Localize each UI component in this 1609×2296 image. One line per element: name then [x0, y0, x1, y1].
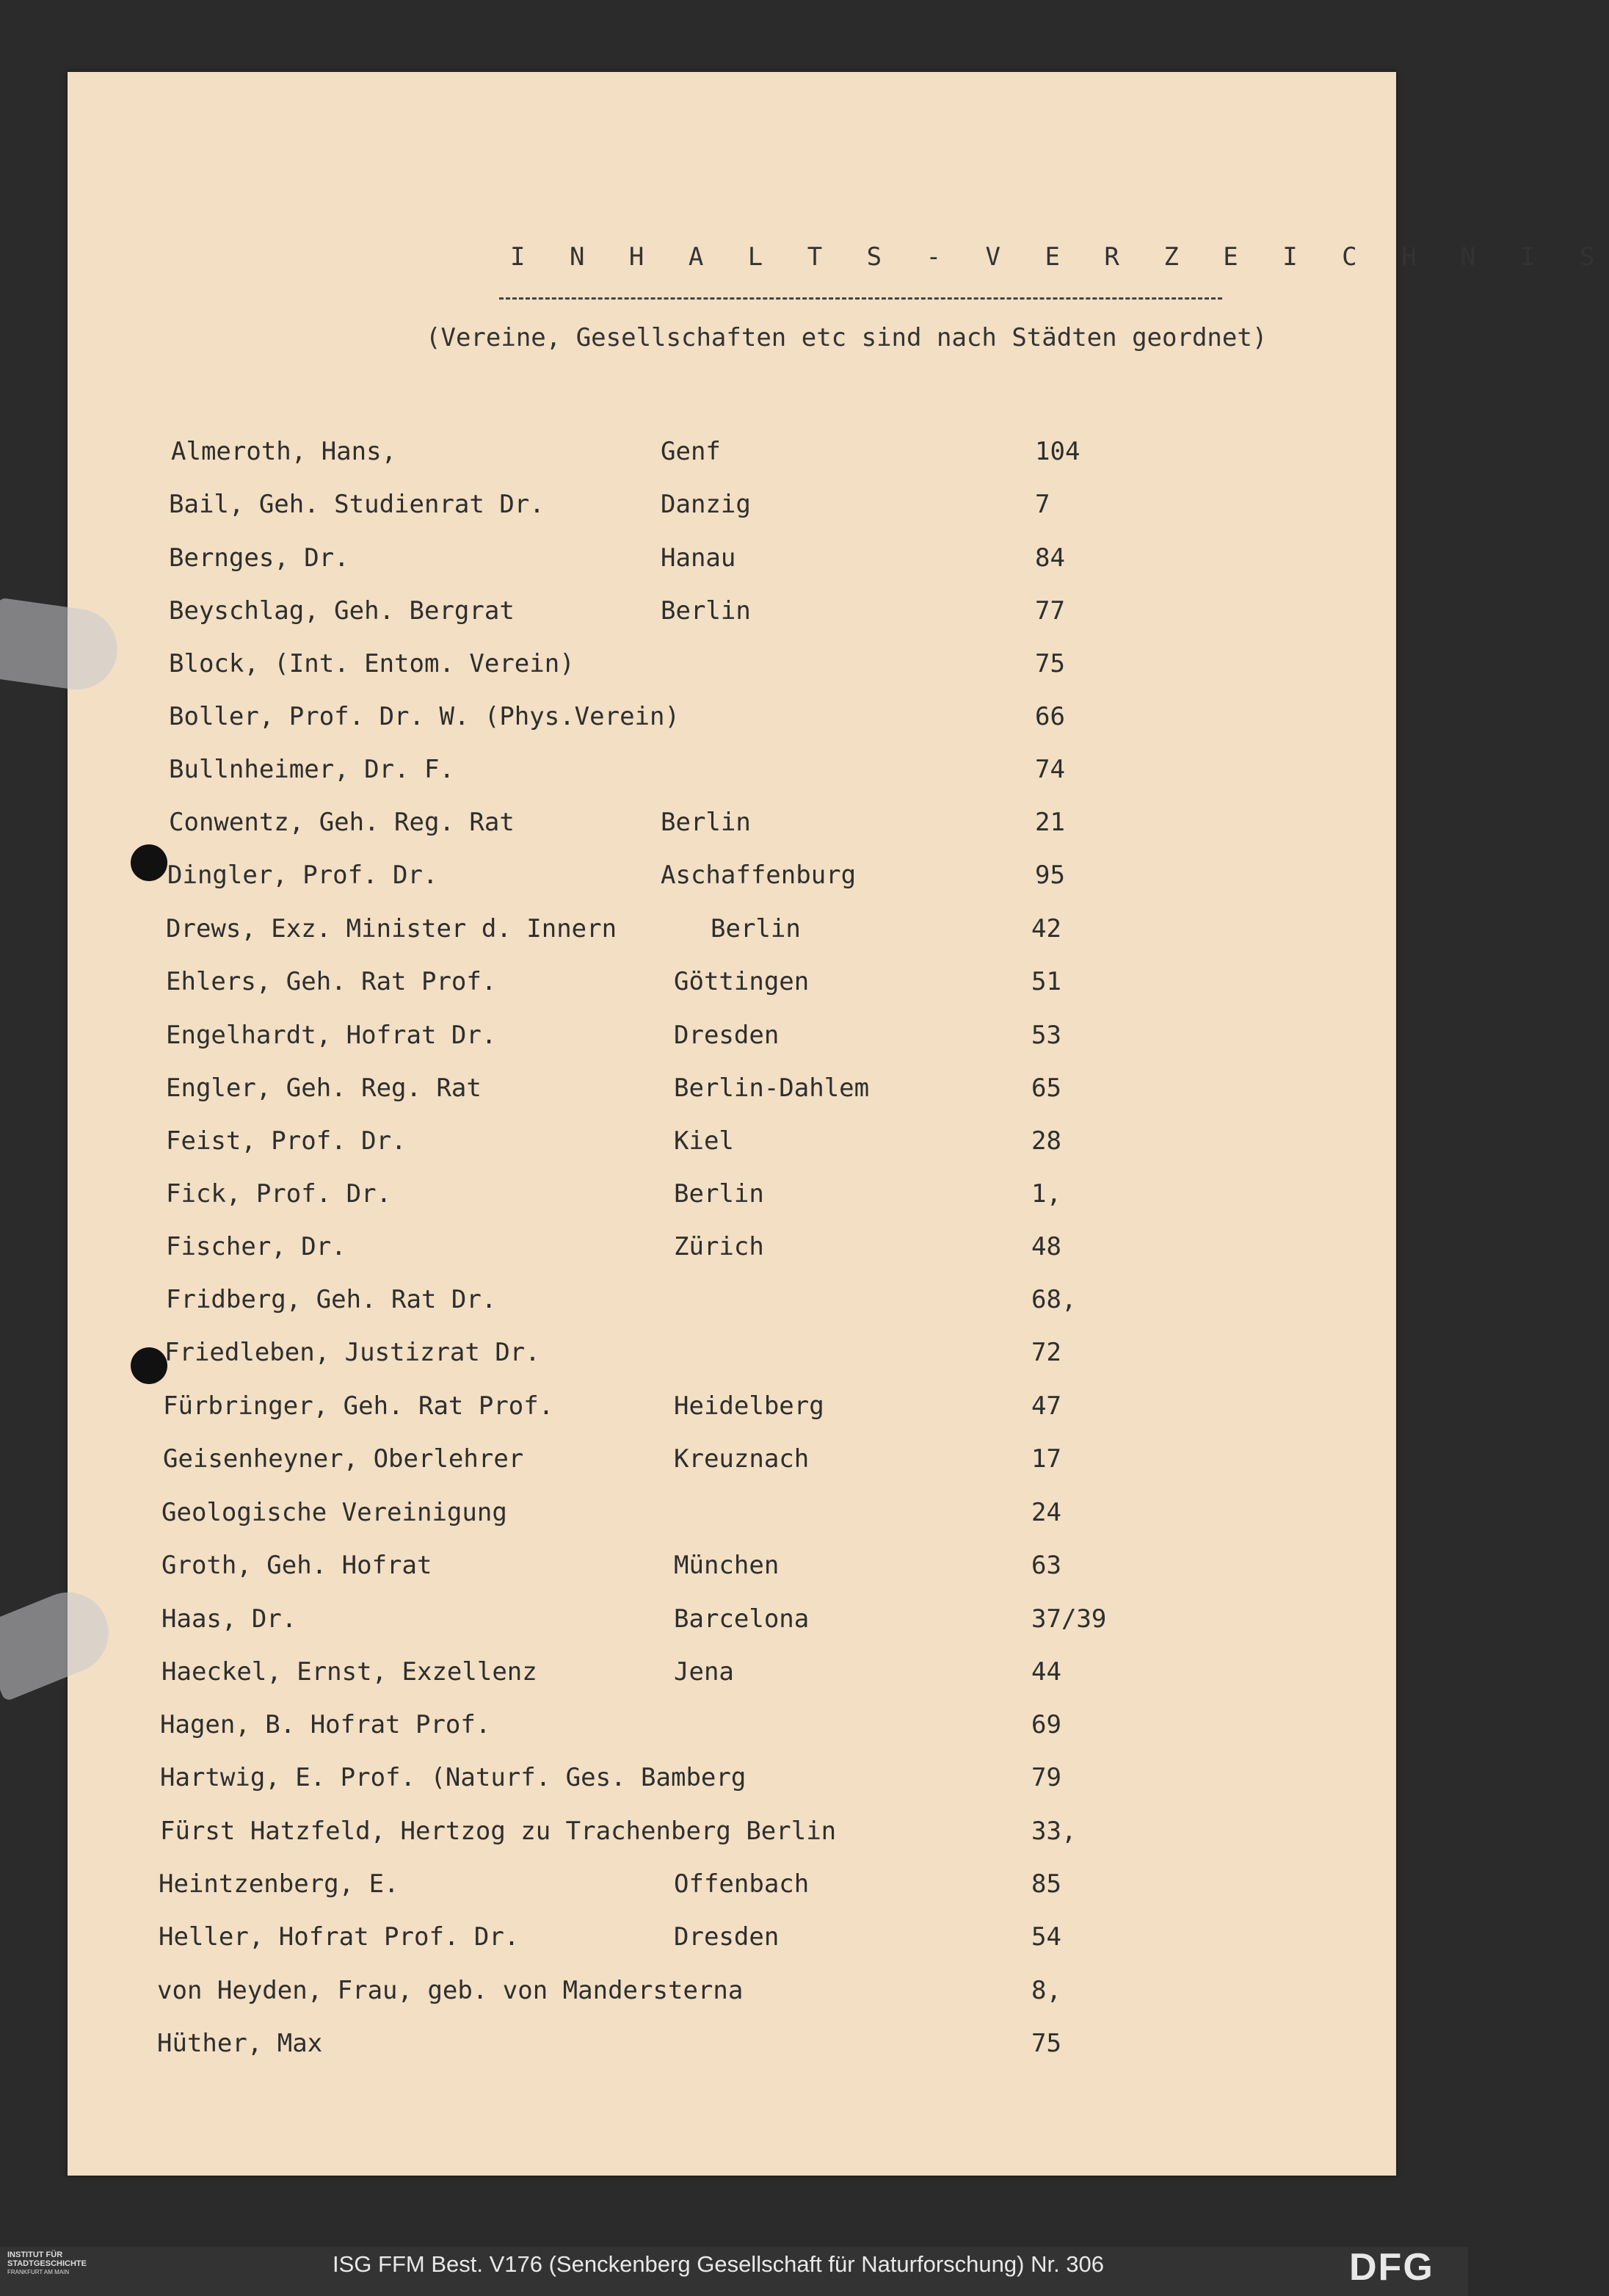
entry-page: 77	[1035, 596, 1065, 626]
entry-name: Fürbringer, Geh. Rat Prof.	[163, 1391, 554, 1421]
document-heading: I N H A L T S - V E R Z E I C H N I S	[510, 242, 1609, 272]
entry-city: Barcelona	[674, 1604, 810, 1634]
entry-city: Genf	[661, 437, 721, 466]
dfg-logo: DFG	[1349, 2246, 1434, 2289]
entry-name: Beyschlag, Geh. Bergrat	[169, 596, 515, 626]
entry-page: 48	[1031, 1232, 1061, 1261]
entry-page: 24	[1031, 1498, 1061, 1527]
entry-name: Hüther, Max	[157, 2029, 323, 2058]
entry-name: Groth, Geh. Hofrat	[161, 1551, 432, 1580]
entry-name: Conwentz, Geh. Reg. Rat	[169, 808, 515, 837]
entry-city: Kreuznach	[674, 1444, 810, 1474]
entry-page: 17	[1031, 1444, 1061, 1474]
institute-line-1: INSTITUT FÜR	[7, 2250, 63, 2259]
entry-page: 33,	[1031, 1817, 1077, 1846]
entry-name: Friedleben, Justizrat Dr.	[164, 1338, 540, 1367]
entry-page: 1,	[1031, 1179, 1061, 1209]
entry-page: 47	[1031, 1391, 1061, 1421]
document-subtitle: (Vereine, Gesellschaften etc sind nach Städten geordnet)	[426, 323, 1268, 352]
entry-name: Geologische Vereinigung	[161, 1498, 507, 1527]
entry-page: 79	[1031, 1763, 1061, 1792]
entry-name: Almeroth, Hans,	[171, 437, 397, 466]
entry-page: 37/39	[1031, 1604, 1107, 1634]
entry-page: 85	[1031, 1869, 1061, 1899]
institute-line-2: STADTGESCHICHTE	[7, 2259, 87, 2268]
document-page	[68, 72, 1396, 2176]
entry-name: Hagen, B. Hofrat Prof.	[160, 1710, 491, 1739]
entry-page: 84	[1035, 543, 1065, 573]
entry-city: Hanau	[661, 543, 736, 573]
entry-city: Berlin-Dahlem	[674, 1073, 870, 1103]
entry-name: Heintzenberg, E.	[159, 1869, 399, 1899]
entry-page: 63	[1031, 1551, 1061, 1580]
entry-city: Aschaffenburg	[661, 861, 857, 890]
entry-name: Feist, Prof. Dr.	[166, 1126, 407, 1156]
entry-name: Engler, Geh. Reg. Rat	[166, 1073, 482, 1103]
entry-page: 69	[1031, 1710, 1061, 1739]
entry-name: Heller, Hofrat Prof. Dr.	[159, 1922, 520, 1952]
entry-city: Dresden	[674, 1021, 780, 1050]
archive-caption: ISG FFM Best. V176 (Senckenberg Gesellschaft für Naturforschung) Nr. 306	[333, 2251, 1105, 2277]
entry-page: 7	[1035, 490, 1050, 519]
entry-name: Bail, Geh. Studienrat Dr.	[169, 490, 545, 519]
entry-page: 95	[1035, 861, 1065, 890]
entry-name: Haas, Dr.	[161, 1604, 297, 1634]
entry-name: Fridberg, Geh. Rat Dr.	[166, 1285, 497, 1314]
entry-page: 75	[1031, 2029, 1061, 2058]
entry-page: 104	[1035, 437, 1080, 466]
entry-name: Hartwig, E. Prof. (Naturf. Ges. Bamberg	[160, 1763, 747, 1792]
entry-page: 53	[1031, 1021, 1061, 1050]
entry-city: Berlin	[674, 1179, 764, 1209]
entry-city: Offenbach	[674, 1869, 810, 1899]
entry-page: 42	[1031, 914, 1061, 944]
heading-underline	[499, 297, 1222, 300]
entry-name: Haeckel, Ernst, Exzellenz	[161, 1657, 537, 1687]
entry-page: 54	[1031, 1922, 1061, 1952]
entry-page: 72	[1031, 1338, 1061, 1367]
entry-page: 44	[1031, 1657, 1061, 1687]
entry-name: Drews, Exz. Minister d. Innern	[166, 914, 617, 944]
entry-city: Berlin	[661, 596, 751, 626]
entry-city: Berlin	[711, 914, 801, 944]
entry-name: Dingler, Prof. Dr.	[167, 861, 438, 890]
entry-city: München	[674, 1551, 780, 1580]
institute-line-3: FRANKFURT AM MAIN	[7, 2269, 70, 2275]
entry-name: Bullnheimer, Dr. F.	[169, 755, 454, 784]
entry-page: 51	[1031, 967, 1061, 996]
entry-name: Engelhardt, Hofrat Dr.	[166, 1021, 497, 1050]
entry-name: Fick, Prof. Dr.	[166, 1179, 392, 1209]
entry-name: Boller, Prof. Dr. W. (Phys.Verein)	[169, 702, 680, 731]
entry-page: 21	[1035, 808, 1065, 837]
entry-name: von Heyden, Frau, geb. von Mandersterna	[157, 1976, 744, 2005]
punch-hole-bottom	[131, 1347, 167, 1384]
entry-name: Fischer, Dr.	[166, 1232, 346, 1261]
institute-logo	[7, 2250, 125, 2277]
entry-page: 28	[1031, 1126, 1061, 1156]
entry-name: Fürst Hatzfeld, Hertzog zu Trachenberg Berlin	[160, 1817, 837, 1846]
entry-page: 66	[1035, 702, 1065, 731]
entry-page: 74	[1035, 755, 1065, 784]
entry-city: Kiel	[674, 1126, 734, 1156]
entry-page: 68,	[1031, 1285, 1077, 1314]
entry-city: Berlin	[661, 808, 751, 837]
entry-page: 75	[1035, 649, 1065, 678]
entry-city: Dresden	[674, 1922, 780, 1952]
entry-page: 65	[1031, 1073, 1061, 1103]
punch-hole-top	[131, 844, 167, 881]
entry-city: Jena	[674, 1657, 734, 1687]
entry-name: Block, (Int. Entom. Verein)	[169, 649, 575, 678]
entry-city: Zürich	[674, 1232, 764, 1261]
entry-name: Ehlers, Geh. Rat Prof.	[166, 967, 497, 996]
entry-city: Danzig	[661, 490, 751, 519]
entry-page: 8,	[1031, 1976, 1061, 2005]
entry-city: Göttingen	[674, 967, 810, 996]
entry-name: Geisenheyner, Oberlehrer	[163, 1444, 524, 1474]
entry-name: Bernges, Dr.	[169, 543, 349, 573]
entry-city: Heidelberg	[674, 1391, 824, 1421]
